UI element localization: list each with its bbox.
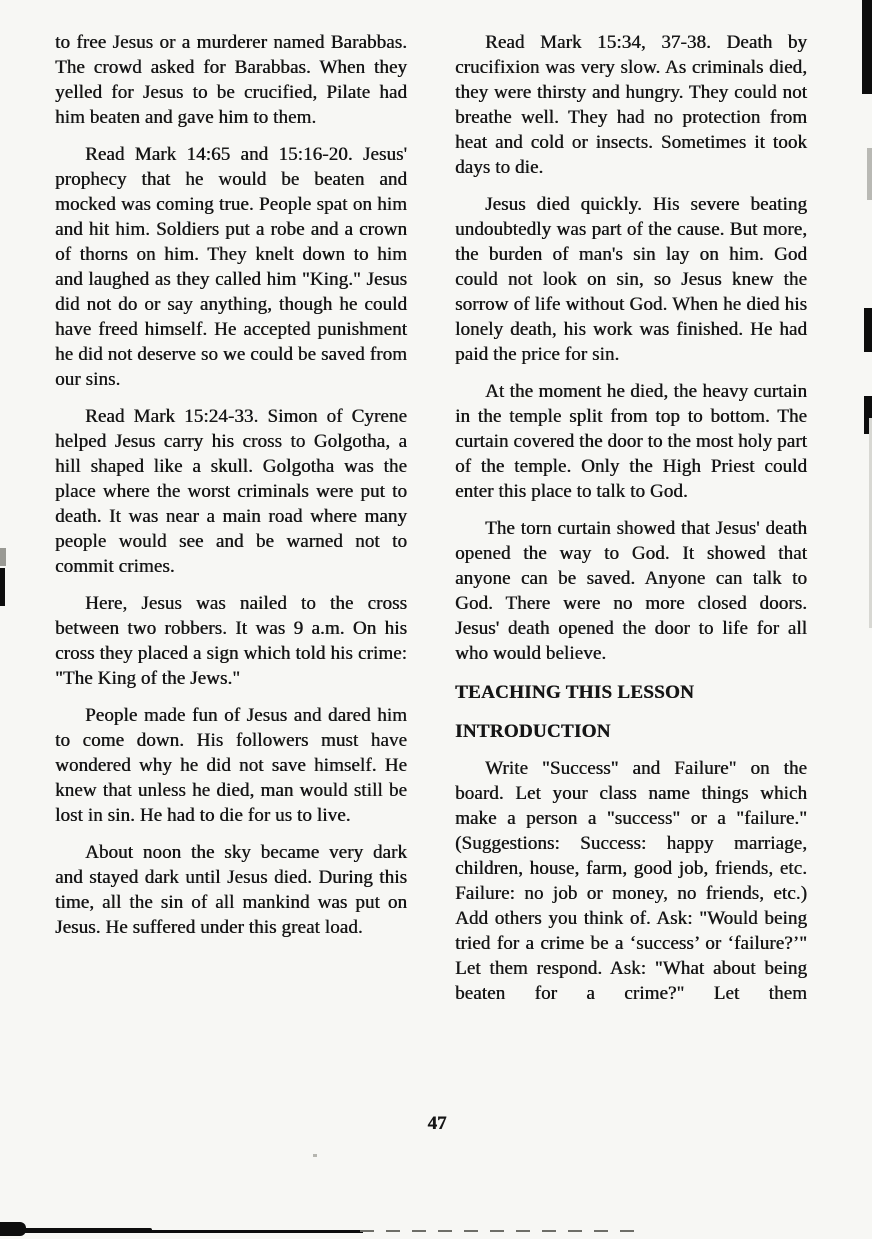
paragraph: Here, Jesus was nailed to the cross between two robbers. It was 9 a.m. On his cross they placed a sign which told his crime: "The King of the Jews." bbox=[55, 593, 407, 689]
paragraph: Read Mark 15:24-33. Simon of Cyrene helped Jesus carry his cross to Golgotha, a hill shaped like a skull. Golgotha was the place where the worst criminals were put to death. It was near a main road where many people would see and be warned not to commit crimes. bbox=[55, 406, 407, 577]
scan-artifact-right-edge bbox=[862, 0, 872, 94]
scan-artifact-bottom-edge bbox=[22, 1228, 152, 1233]
scan-artifact-right-edge bbox=[867, 148, 872, 200]
scan-artifact-right-edge bbox=[864, 308, 872, 352]
paragraph: Jesus died quickly. His severe beating undoubtedly was part of the cause. But more, the burden of man's sin lay on him. God could not look on sin, so Jesus knew the sorrow of life without God. When he died his lonely death, his work was finished. He had paid the price for sin. bbox=[455, 194, 807, 365]
scan-artifact-speck bbox=[313, 1154, 317, 1157]
paragraph: Write "Success" and Failure" on the board. Let your class name things which make a person a "success" or a "failure." (Suggestions: Success: happy marriage, children, house, farm, good job, friends, etc. Failure: no job or money, no friends, etc.) Add others you think of. Ask: "Would being tried for a crime be a ‘success’ or ‘failure?’" Let them respond. Ask: "What about being beaten for a crime?" Let them bbox=[455, 758, 807, 1004]
section-heading-teaching-this-lesson: TEACHING THIS LESSON bbox=[455, 682, 695, 703]
scan-artifact-left-edge bbox=[0, 568, 5, 606]
scan-artifact-left-edge bbox=[0, 548, 6, 566]
page-number: 47 bbox=[427, 1113, 447, 1134]
paragraph: The torn curtain showed that Jesus' death opened the way to God. It showed that anyone can be saved. Anyone can talk to God. There were no more closed doors. Jesus' death opened the door to life for all who would believe. bbox=[455, 518, 807, 664]
paragraph: Read Mark 14:65 and 15:16-20. Jesus' prophecy that he would be beaten and mocked was coming true. People spat on him and hit him. Soldiers put a robe and a crown of thorns on him. They knelt down to him and laughed as they called him "King." Jesus did not do or say anything, though he could have freed himself. He accepted punishment he did not deserve so we could be saved from our sins. bbox=[55, 144, 407, 390]
left-column bbox=[55, 30, 407, 1006]
paragraph: At the moment he died, the heavy curtain in the temple split from top to bottom. The curtain covered the door to the most holy part of the temple. Only the High Priest could enter this place to talk to God. bbox=[455, 381, 807, 502]
section-heading-introduction: INTRODUCTION bbox=[455, 721, 611, 742]
scan-artifact-bottom-edge bbox=[148, 1230, 363, 1233]
paragraph: People made fun of Jesus and dared him to come down. His followers must have wondered why he did not save himself. He knew that unless he died, man would still be lost in sin. He had to die for us to live. bbox=[55, 705, 407, 826]
paragraph: Read Mark 15:34, 37-38. Death by crucifixion was very slow. As criminals died, they were thirsty and hungry. They could not breathe well. They had no protection from heat and cold or insects. Sometimes it took days to die. bbox=[455, 32, 807, 178]
paragraph: to free Jesus or a murderer named Barabbas. The crowd asked for Barabbas. When they yelled for Jesus to be crucified, Pilate had him beaten and gave him to them. bbox=[55, 32, 407, 128]
text-columns bbox=[55, 30, 807, 1006]
scan-artifact-bottom-edge bbox=[360, 1230, 645, 1232]
paragraph: About noon the sky became very dark and stayed dark until Jesus died. During this time, all the sin of all mankind was put on Jesus. He suffered under this great load. bbox=[55, 842, 407, 938]
right-column bbox=[455, 30, 807, 1006]
